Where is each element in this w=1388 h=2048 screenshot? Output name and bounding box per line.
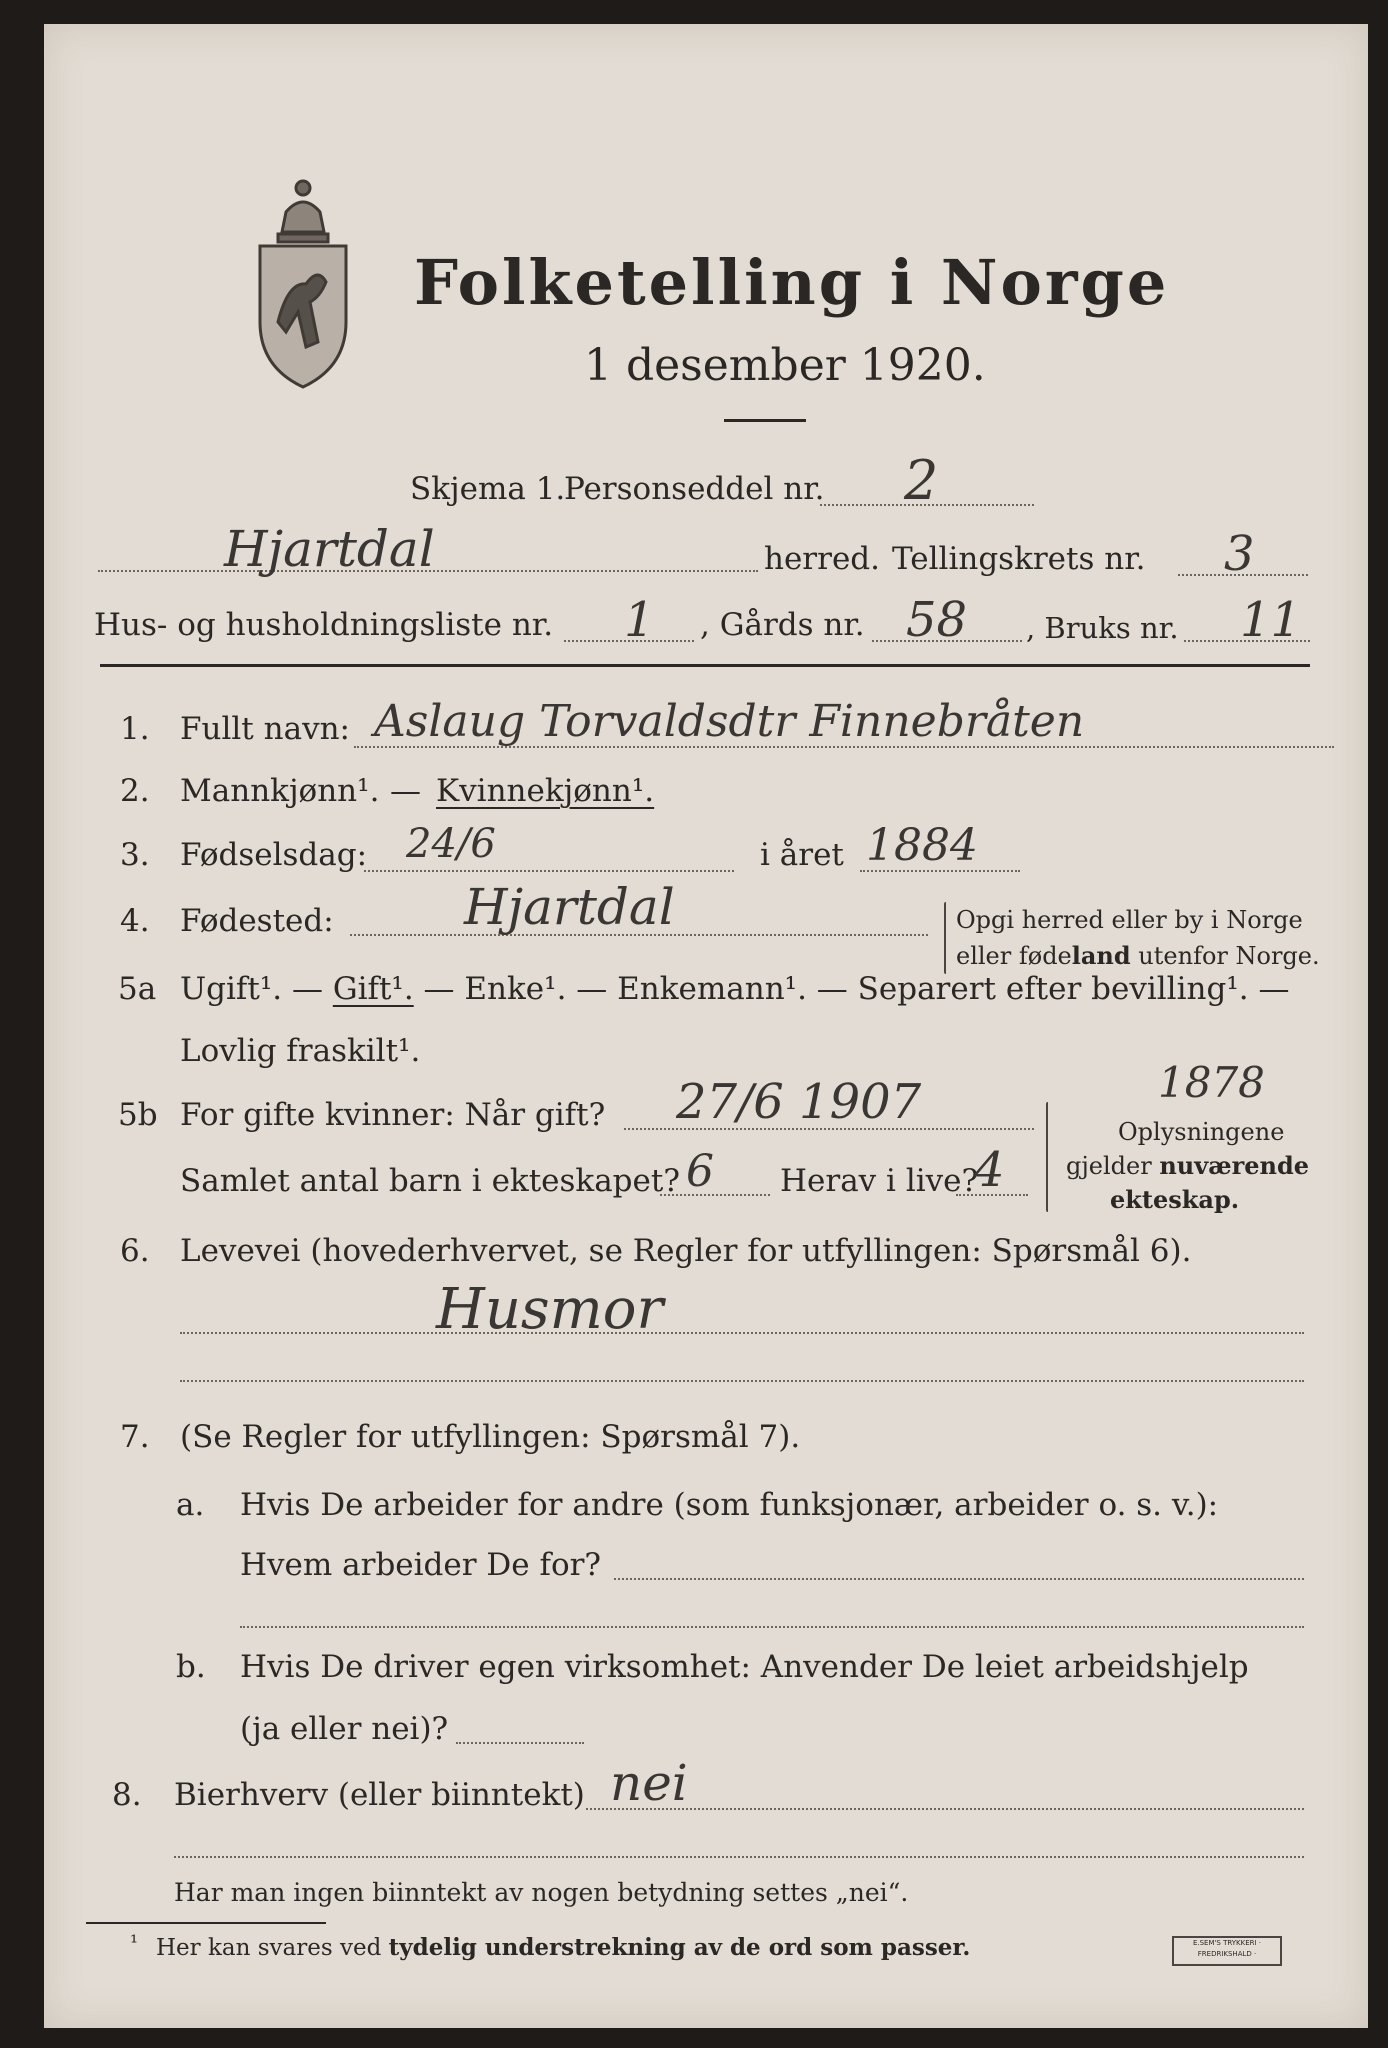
- form-date: 1 desember 1920.: [584, 340, 986, 391]
- q5a-line2: Lovlig fraskilt¹.: [180, 1033, 421, 1069]
- q5b-number: 5b: [118, 1097, 158, 1133]
- q2-female: Kvinnekjønn¹.: [436, 773, 655, 809]
- tellingskrets-value: 3: [1224, 526, 1255, 582]
- q7a-number: a.: [176, 1487, 205, 1523]
- q2-number: 2.: [120, 773, 150, 809]
- personseddel-value: 2: [904, 449, 939, 512]
- q7b-number: b.: [176, 1649, 206, 1685]
- q3-label: Fødselsdag:: [180, 837, 368, 873]
- q5b-note-line2: gjelder nuværende: [1066, 1151, 1310, 1180]
- q5b-children-label: Samlet antal barn i ekteskapet?: [180, 1163, 680, 1199]
- q5b-note-line1: Oplysningene: [1118, 1118, 1285, 1146]
- q7a-dots-2: [240, 1626, 1304, 1628]
- q5b-note-line3: ekteskap.: [1110, 1185, 1240, 1214]
- form-title: Folketelling i Norge: [414, 246, 1170, 319]
- hus-label: Hus- og husholdningsliste nr.: [94, 607, 554, 643]
- q8-note: Har man ingen biinntekt av nogen betydning settes „nei“.: [174, 1878, 909, 1907]
- q8-dots-2: [174, 1856, 1304, 1858]
- q8-dots: [586, 1808, 1304, 1810]
- q8-number: 8.: [112, 1777, 142, 1813]
- q6-label: Levevei (hovederhvervet, se Regler for utfyllingen: Spørsmål 6).: [180, 1233, 1192, 1269]
- q1-value: Aslaug Torvaldsdtr Finnebråten: [374, 696, 1085, 747]
- q7-number: 7.: [120, 1419, 150, 1455]
- footnote-text: Her kan svares ved tydelig understrekning av de ord som passer.: [156, 1934, 971, 1961]
- coat-of-arms-icon: [248, 172, 358, 398]
- q3-year-value: 1884: [866, 820, 978, 871]
- q6-dots-1: [180, 1332, 1304, 1334]
- tellingskrets-label: Tellingskrets nr.: [892, 541, 1146, 577]
- q1-label: Fullt navn:: [180, 711, 350, 747]
- q5b-alive-value: 4: [974, 1142, 1005, 1198]
- q3-year-label: i året: [760, 837, 844, 873]
- q4-value: Hjartdal: [464, 878, 675, 936]
- herred-label: herred.: [764, 541, 880, 577]
- q5b-married-value: 27/6 1907: [676, 1074, 922, 1130]
- q6-dots-2: [180, 1380, 1304, 1382]
- footnote-rule: [86, 1922, 326, 1924]
- q7a-dots-1: [614, 1578, 1304, 1580]
- q4-number: 4.: [120, 903, 150, 939]
- q2-sep: —: [390, 773, 421, 809]
- skjema-label: Skjema 1.: [410, 471, 566, 507]
- q5b-extra-value: 1878: [1158, 1058, 1265, 1107]
- q7b-line2: (ja eller nei)?: [240, 1711, 449, 1747]
- q7b-dots: [456, 1742, 584, 1744]
- q1-number: 1.: [120, 711, 150, 747]
- q5b-label: For gifte kvinner: Når gift?: [180, 1097, 606, 1133]
- q6-value: Husmor: [436, 1277, 664, 1342]
- q5a-number: 5a: [118, 971, 157, 1007]
- q7b-line1: Hvis De driver egen virksomhet: Anvender De leiet arbeidshjelp: [240, 1649, 1249, 1685]
- hus-value: 1: [624, 592, 655, 648]
- q5b-note-bracket: [1046, 1102, 1048, 1212]
- q3-value: 24/6: [406, 821, 496, 867]
- q6-number: 6.: [120, 1233, 150, 1269]
- q3-dots: [364, 870, 734, 872]
- q3-number: 3.: [120, 837, 150, 873]
- gards-label: , Gårds nr.: [700, 607, 865, 643]
- q4-note-line1: Opgi herred eller by i Norge: [956, 906, 1303, 934]
- q7a-line2: Hvem arbeider De for?: [240, 1547, 602, 1583]
- herred-value: Hjartdal: [224, 520, 435, 578]
- q4-label: Fødested:: [180, 903, 334, 939]
- printer-stamp: E.SEM'S TRYKKERI · FREDRIKSHALD ·: [1172, 1936, 1282, 1966]
- q8-label: Bierhverv (eller biinntekt): [174, 1777, 585, 1813]
- q5b-alive-label: Herav i live?: [780, 1163, 979, 1199]
- q5a-line1: Ugift¹. — Gift¹. — Enke¹. — Enkemann¹. — Separert efter bevilling¹. —: [180, 971, 1290, 1007]
- census-form-page: [44, 24, 1368, 2028]
- q4-note-line2: eller fødeland utenfor Norge.: [956, 941, 1320, 970]
- title-divider: [724, 419, 806, 422]
- personseddel-label: Personseddel nr.: [564, 471, 825, 507]
- q7a-line1: Hvis De arbeider for andre (som funksjonær, arbeider o. s. v.):: [240, 1487, 1219, 1523]
- q8-value: nei: [610, 1754, 688, 1812]
- bruks-label: , Bruks nr.: [1026, 611, 1179, 645]
- footnote-mark: ¹: [130, 1930, 139, 1954]
- q4-note-bracket: [944, 902, 946, 974]
- q5b-children-dots: [660, 1194, 770, 1196]
- gards-value: 58: [906, 592, 968, 648]
- q2-male: Mannkjønn¹.: [180, 773, 380, 809]
- q5b-children-value: 6: [686, 1146, 714, 1197]
- header-rule: [100, 664, 1310, 667]
- q7-label: (Se Regler for utfyllingen: Spørsmål 7).: [180, 1419, 801, 1455]
- bruks-value: 11: [1240, 592, 1302, 648]
